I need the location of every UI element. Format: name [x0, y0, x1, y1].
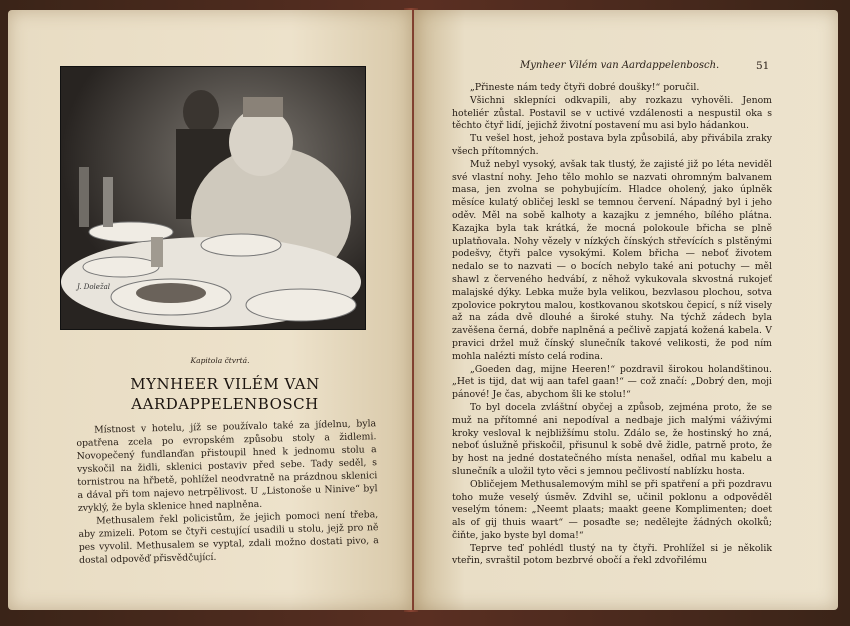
fat-man-head — [229, 108, 293, 176]
paragraph: „Goeden dag, mijne Heeren!“ pozdravil širokou holandštinou. „Het is tijd, dat wij aan tafel gaan!“ — což značí: „Dobrý den, moji pánové! Je čas, abychom šli ke stolu!“ — [452, 363, 772, 401]
paragraph: Místnost v hotelu, jíž se používalo také za jídelnu, byla opatřena zcela po evropském způsobu stoly a židlemi. Novopečený fundlanďan přistoupil hned k jednomu stolu a vyskočil na židli, sklenici postaviv před sebe. Tady seděl, s tornistrou na hřbetě, pohlížel neodvratně na prázdnou sklenici a dával při tom najevo netrpělivost. U „Listonoše u Ninive“ byl zvyklý, že byla sklenice hned naplněna. — [76, 418, 378, 514]
paragraph: Všichni sklepníci odkvapili, aby rozkazu vyhověli. Jenom hoteliér zůstal. Postavil se v uctivé vzdálenosti a nespustil oka s těchto čtyř lidí, jejichž životní postavení mu asi bylo hádankou. — [452, 94, 772, 132]
paragraph: Tu vešel host, jehož postava byla způsobilá, aby přivábila zraky všech přítomných. — [452, 133, 772, 157]
paragraph: Muž nebyl vysoký, avšak tak tlustý, že zajisté již po léta neviděl své vlastní nohy. Jeho tělo mohlo se nazvati ohromným balvanem masa, jen zvolna se pohybujícím. Hladce oholený, jako úplněk měsíce kulatý obličej leskl se temnou červení. Nápadný byl i jeho oděv. Měl na sobě kalhoty a kazajku z jemného, bílého plátna. Kazajka byla tak krátká, že mocná polokoule břicha se plně uplatňovala. Nohy vězely v nízkých čínských střevících s plstěnými podešvy, čtyři palce vysokými. Kolem břicha — neboť životem nedalo se to nazvati — o bocích nebylo také ani potuchy — měl shawl z červeného hedvábí, z něhož vykukovala skvostná rukojeť malajské dýky. Lebka muže byla velikou, bezvlasou plochou, sotva zpolovice pokrytou malou, kostkovanou skotskou čepicí, s níž visely až na záda dvě dlouhé a široké stuhy. Na týchž zádech byla zavěšena černá, dobře naplněná a pečlivě zapjatá kožená kabela. V pravici držel muž čínský slunečník takové velikosti, že pod ním mohla nalézti místo celá rodina. — [452, 158, 772, 362]
page-number: 51 — [756, 60, 770, 72]
bottle — [103, 177, 113, 227]
paragraph: Obličejem Methusalemovým mihl se při spatření a při pozdravu toho muže veselý úsměv. Zdvihl se, učinil poklonu a odpověděl veselým tónem: „Neemt plaats; maakt geene Komplimenten; doet als of gij thuis waart“ — posaďte se; nedělejte žádných okolků; čiňte, jako byste byl doma!“ — [452, 478, 772, 541]
artist-signature: J. Doležal — [77, 283, 111, 291]
paragraph: Methusalem řekl policistům, že jejich pomoci není třeba, aby zmizeli. Potom se čtyři cestující usadili u stolu, jejž pro ně pes vyvolil. Methusalem se vyptal, zdali možno dostati pivo, a dostal odpověď přisvědčující. — [78, 509, 379, 566]
running-head: Mynheer Vilém van Aardappelenbosch. — [520, 60, 720, 71]
waiter-head — [183, 90, 219, 134]
plate — [83, 257, 159, 277]
bottle — [79, 167, 89, 227]
paragraph: Teprve teď pohlédl tlustý na ty čtyři. Prohlížel si je několik vteřin, svraštil potom bezbrvé obočí a řekl zdvořilému — [452, 542, 772, 567]
chapter-title-line: AARDAPPELENBOSCH — [131, 395, 319, 413]
right-page-body — [452, 82, 772, 568]
roast-dish — [136, 283, 206, 303]
paragraph: „Přineste nám tedy čtyři dobré doušky!“ poručil. — [470, 82, 700, 93]
illustration-fat-man-dining — [60, 66, 366, 330]
plate — [246, 289, 356, 321]
bottle — [151, 237, 163, 267]
chapter-title-line: MYNHEER VILÉM VAN — [130, 375, 320, 393]
fat-man-cap — [243, 97, 283, 117]
left-page-body — [76, 417, 379, 567]
plate — [201, 234, 281, 256]
illustration-caption: Kapitola čtvrtá. — [190, 356, 250, 365]
chapter-title — [90, 374, 360, 414]
paragraph: To byl docela zvláštní obyčej a způsob, zejména proto, že se muž na přítomné ani nepodíval a nedbaje jich malými váživými kroky vesloval k nejbližšímu stolu. Zdálo se, že hostinský ho zná, neboť úslužně přiskočil, přisunul k sobě dvě židle, patrně proto, že by host na jedné dostatečného místa nenašel, odňal mu kabelu a slunečník a uložil tyto věci s jemnou pečlivostí nablízku hosta. — [452, 401, 772, 477]
